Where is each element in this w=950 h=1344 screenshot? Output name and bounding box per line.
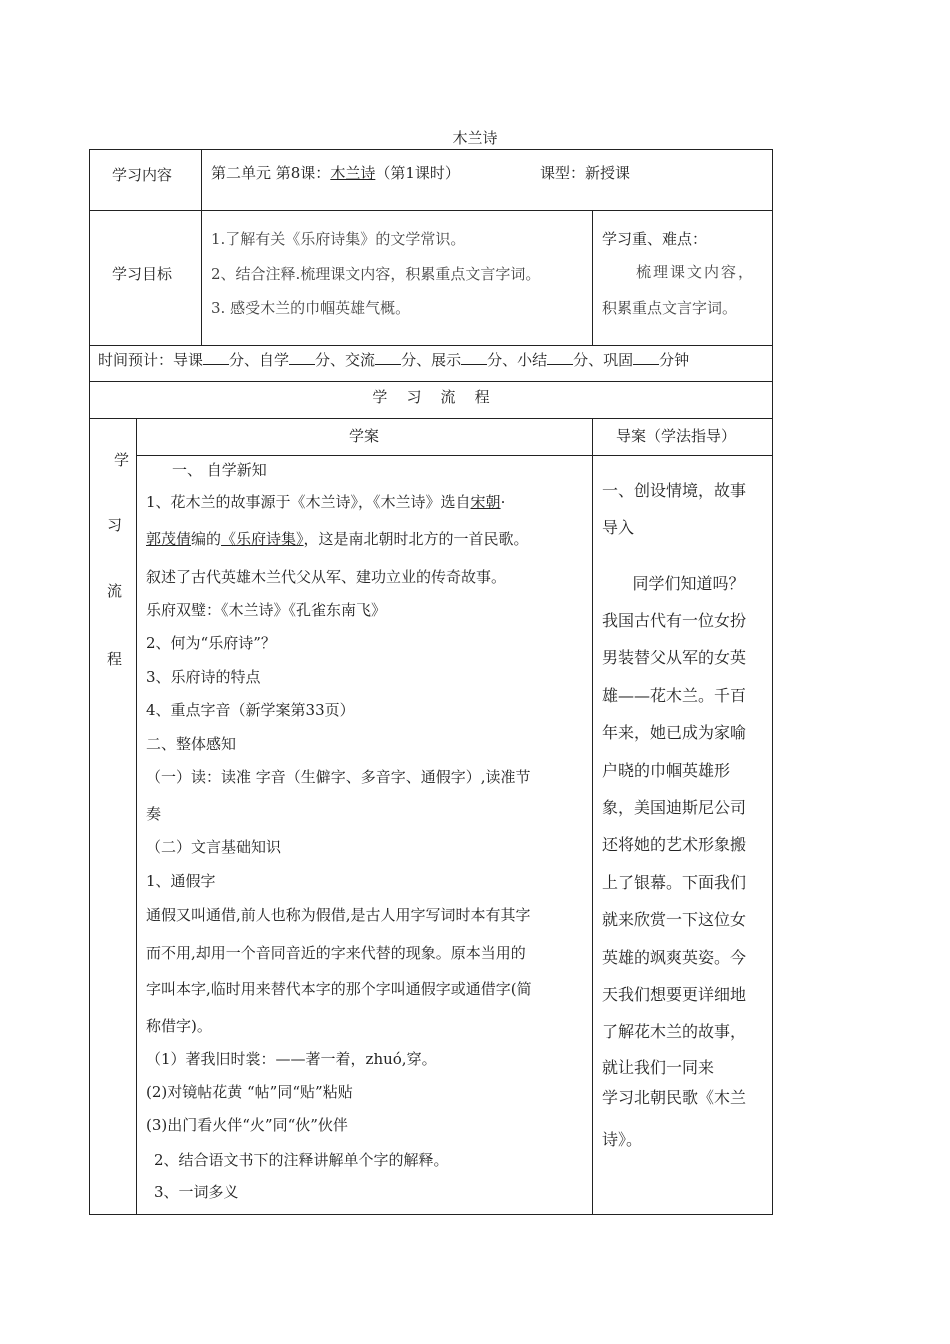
paragraph-line: 4、重点字音（新学案第33页） [146,701,355,719]
guide-line: 户晓的巾帼英雄形 [602,761,731,780]
guide-line: 还将她的艺术形象搬 [602,835,747,854]
table-divider [201,149,202,346]
guide-line: 上了银幕。下面我们 [602,873,747,892]
blank [289,350,315,365]
side-char: 程 [107,650,123,668]
guide-line: 诗》。 [602,1130,643,1149]
paragraph-line: 而不用,却用一个音同音近的字来代替的现象。原本当用的 [146,944,526,962]
guide-line: 了解花木兰的故事， [602,1022,747,1041]
section-heading: 二、整体感知 [146,735,237,753]
blank [203,350,229,365]
paragraph-line: 郭茂倩编的《乐府诗集》，这是南北朝时北方的一首民歌。 [146,530,529,548]
paragraph-line: 1、通假字 [146,872,216,890]
paragraph-line: 2、何为“乐府诗”？ [146,634,276,652]
guide-line: 我国古代有一位女扮 [602,611,747,630]
guide-line: 雄——花木兰。千百 [602,686,747,705]
guide-line: 象，美国迪斯尼公司 [602,798,747,817]
blank [375,350,401,365]
blank [461,350,487,365]
goal-label: 学习目标 [112,265,173,283]
guide-line: 就让我们一同来 [602,1058,715,1077]
paragraph-line: 通假又叫通借,前人也称为假借,是古人用字写词时本有其字 [146,906,531,924]
paragraph-line: 2、结合语文书下的注释讲解单个字的解释。 [154,1151,449,1169]
table-divider [89,381,773,382]
goal-item: 3. 感受木兰的巾帼英雄气概。 [211,299,411,317]
paragraph-line: (2)对镜帖花黄 “帖”同“贴”粘贴 [146,1083,353,1101]
guide-line: 一、创设情境，故事 [602,481,747,500]
guide-line: 同学们知道吗？ [602,574,745,593]
lesson-prefix: 第二单元 第8课： [211,164,331,182]
paragraph-line: 称借字)。 [146,1017,212,1035]
blank [547,350,573,365]
guide-column-header: 导案（学法指导） [616,427,737,445]
page-title: 木兰诗 [452,129,498,147]
side-char: 习 [107,516,123,534]
table-divider [89,345,773,346]
guide-line: 英雄的飒爽英姿。今 [602,948,747,967]
key-point: 积累重点文言字词。 [602,299,738,317]
paragraph-line: 3、乐府诗的特点 [146,668,261,686]
guide-line: 天我们想要更详细地 [602,985,747,1004]
table-divider [136,455,773,456]
lesson-info [211,163,460,183]
time-estimate: 时间预计：导课 分、自学 分、交流 分、展示 分、小结 分、巩固 分钟 [98,351,690,369]
paragraph-line: 3、一词多义 [154,1183,239,1201]
paragraph-line: 乐府双璧：《木兰诗》《孔雀东南飞》 [146,601,387,619]
guide-line: 年来，她已成为家喻 [602,723,747,742]
guide-line: 导入 [602,518,635,537]
side-char: 学 [114,451,130,469]
key-point: 梳理课文内容， [636,263,756,281]
table-divider [89,210,773,211]
paragraph-line: （1）著我旧时裳：——著一着，zhuó,穿。 [146,1050,437,1068]
study-column-header: 学案 [349,427,380,445]
paragraph-line: (3)出门看火伴“火”同“伙”伙伴 [146,1116,348,1134]
side-char: 流 [107,582,123,600]
lesson-period: （第1课时） [375,164,460,182]
paragraph-line: 字叫本字,临时用来替代本字的那个字叫通假字或通借字(简 [146,980,532,998]
lesson-type: 课型：新授课 [540,164,631,182]
paragraph-line: （二）文言基础知识 [146,838,282,856]
flow-title: 学 习 流 程 [372,388,490,406]
paragraph-line: 奏 [146,805,162,823]
blank [633,350,659,365]
table-divider [89,418,773,419]
paragraph-line: 叙述了古代英雄木兰代父从军、建功立业的传奇故事。 [146,568,507,586]
content-label: 学习内容 [112,166,173,184]
goal-item: 1.了解有关《乐府诗集》的文学常识。 [211,230,466,248]
key-points-title: 学习重、难点： [602,230,708,248]
goal-item: 2、结合注释.梳理课文内容，积累重点文言字词。 [211,265,541,283]
guide-line: 学习北朝民歌《木兰 [602,1088,747,1107]
paragraph-line: 1、花木兰的故事源于《木兰诗》，《木兰诗》选自宋朝· [146,493,506,511]
lesson-title: 木兰诗 [330,164,376,182]
table-divider [592,210,593,346]
paragraph-line: （一）读：读准 字音（生僻字、多音字、通假字）,读准节 [146,768,531,786]
section-heading: 一、 自学新知 [172,461,267,479]
table-divider [136,418,137,1215]
table-divider [592,418,593,1215]
guide-line: 男装替父从军的女英 [602,648,747,667]
guide-line: 就来欣赏一下这位女 [602,910,747,929]
